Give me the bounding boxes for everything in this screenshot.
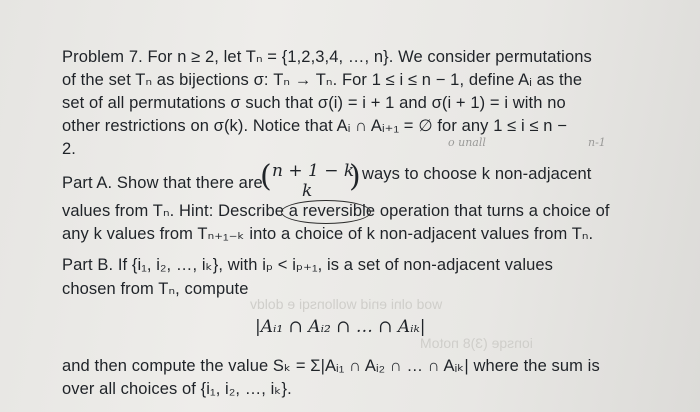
pencil-note: n-1: [588, 136, 606, 149]
left-paren: (: [260, 159, 272, 194]
problem-line-3: set of all permutations σ such that σ(i) = i + 1 and σ(i + 1) = i with no: [62, 94, 566, 112]
part-b-line-4: over all choices of {i₁, i₂, …, iₖ}.: [62, 380, 292, 398]
show-through-text: wod olni enid wollonsqi e doldv: [250, 296, 443, 312]
binom-top: n + 1 − k: [272, 161, 355, 181]
part-b-line-3: and then compute the value Sₖ = Σ|Aᵢ₁ ∩ Aᵢ₂ ∩ … ∩ Aᵢₖ| where the sum is: [62, 357, 600, 375]
right-paren: ): [349, 159, 361, 194]
part-a-line-1-post: ways to choose k non-adjacent: [362, 165, 592, 183]
part-a-line-3: any k values from Tₙ₊₁₋ₖ into a choice of k non-adjacent values from Tₙ.: [62, 225, 594, 243]
part-a-line-2: values from Tₙ. Hint: Describe a reversible operation that turns a choice of: [62, 202, 610, 220]
problem-line-4: other restrictions on σ(k). Notice that Aᵢ ∩ Aᵢ₊₁ = ∅ for any 1 ≤ i ≤ n −: [62, 117, 567, 135]
part-a-line-1-pre: Part A. Show that there are: [62, 174, 263, 192]
problem-line-5: 2.: [62, 140, 76, 158]
part-b-line-2: chosen from Tₙ, compute: [62, 280, 249, 298]
pencil-note: o unall: [448, 136, 486, 149]
intersection-formula: |Aᵢ₁ ∩ Aᵢ₂ ∩ … ∩ Aᵢₖ|: [255, 317, 426, 337]
problem-line-2: of the set Tₙ as bijections σ: Tₙ → Tₙ. For 1 ≤ i ≤ n − 1, define Aᵢ as the: [62, 71, 583, 89]
problem-line-1: Problem 7. For n ≥ 2, let Tₙ = {1,2,3,4, …, n}. We consider permutations: [62, 48, 592, 66]
part-b-line-1: Part B. If {i₁, i₂, …, iₖ}, with iₚ < iₚ₊₁, is a set of non-adjacent values: [62, 256, 553, 274]
pen-circle: [281, 200, 371, 224]
show-through-text: ionsqe (3)8 notoM: [420, 335, 533, 351]
binom-bottom: k: [302, 181, 313, 201]
